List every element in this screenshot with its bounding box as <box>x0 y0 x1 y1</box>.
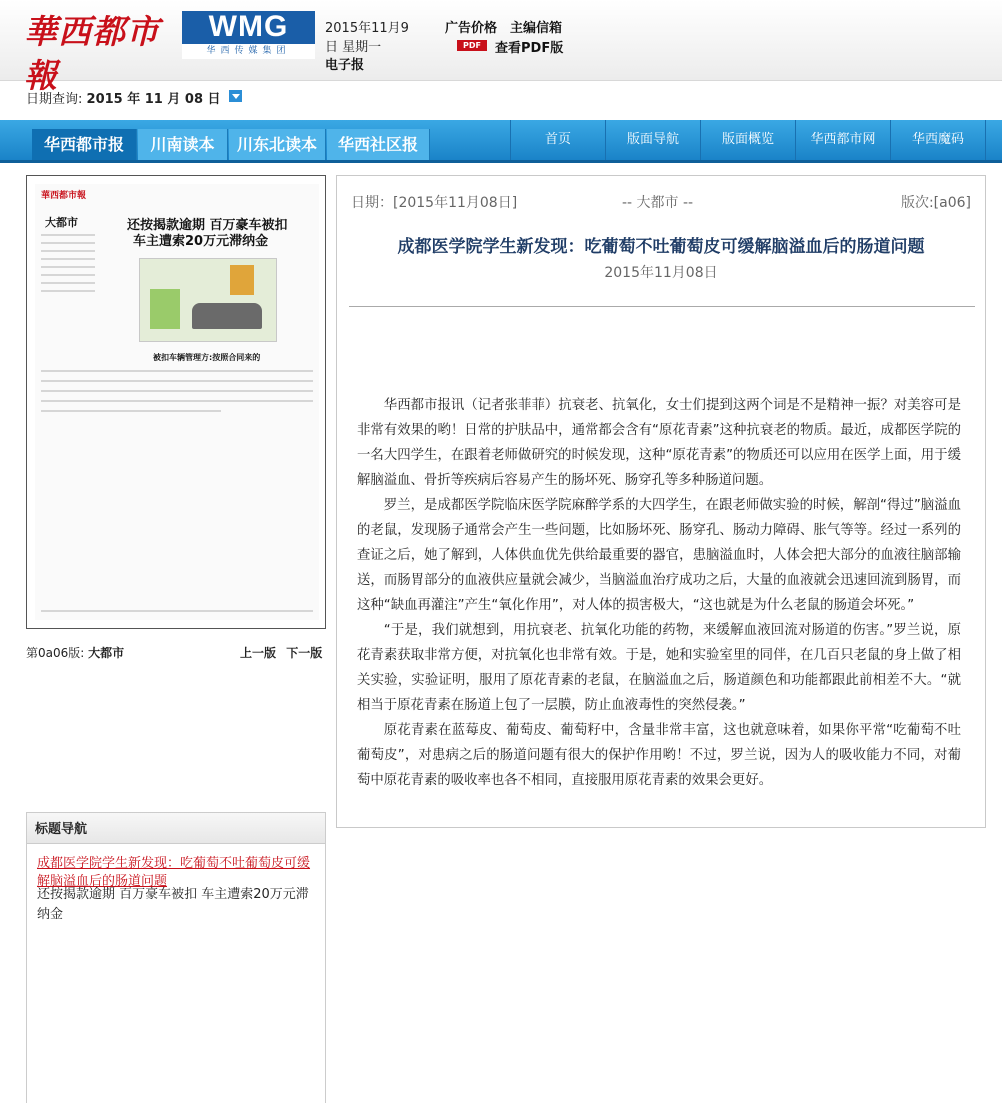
article-paragraph: 罗兰，是成都医学院临床医学院麻醉学系的大四学生，在跟老师做实验的时候，解剖“得过”脑溢血的老鼠，发现肠子通常会产生一些问题，比如肠坏死、肠穿孔、肠动力障碍、胀气等等。经过一系列的查证之后，她了解到，人体供血优先供给最重要的器官，患脑溢血时，人体会把大部分的血液往脑部输送，而肠胃部分的血液供应量就会减少，当脑溢血治疗成功之后，大量的血液就会迅速回流到肠胃，而这种“缺血再灌注”产生“氧化作用”，对人体的损害极大，“这也就是为什么老鼠的肠道会坏死。” <box>357 498 961 613</box>
menu-page-nav[interactable]: 版面导航 <box>605 120 700 160</box>
thumbnail-text-line <box>41 380 313 382</box>
title-nav-item[interactable]: 还按揭款逾期 百万豪车被扣 车主遭索20万元滞纳金 <box>37 887 309 922</box>
article-body <box>357 393 961 793</box>
editor-mailbox-link[interactable]: 主编信箱 <box>510 21 563 36</box>
site-header <box>0 0 1002 95</box>
date-query <box>26 88 242 107</box>
thumbnail-section: 大都市 <box>45 216 78 229</box>
title-nav-header: 标题导航 <box>27 813 325 844</box>
thumbnail-text-line <box>41 290 95 292</box>
title-nav-box <box>26 812 326 1103</box>
article-section-meta: -- 大都市 -- <box>622 195 694 211</box>
ad-price-link[interactable]: 广告价格 <box>445 21 498 36</box>
thumbnail-text-line <box>41 266 95 268</box>
date-query-label: 日期查询: <box>26 92 83 107</box>
pdf-icon: PDF <box>457 40 487 51</box>
tab-community[interactable]: 华西社区报 <box>327 129 430 160</box>
thumbnail-headline-2: 车主遭索20万元滞纳金 <box>133 234 269 249</box>
next-page-link[interactable]: 下一版 <box>286 646 323 660</box>
article-page-meta: 版次:[a06] <box>900 195 971 211</box>
thumbnail-text-line <box>41 370 313 372</box>
calendar-dropdown-icon[interactable] <box>229 90 242 102</box>
page-name: 大都市 <box>88 646 125 660</box>
page-label <box>26 644 124 661</box>
menu-huaxi-web[interactable]: 华西都市网 <box>795 120 890 160</box>
thumbnail-figure <box>230 265 254 295</box>
article-paragraph: 华西都市报讯（记者张菲菲）抗衰老、抗氧化，女士们提到这两个词是不是精神一振？对美容可是非常有效果的哟！日常的护肤品中，通常都会含有“原花青素”这种抗衰老的物质。最近，成都医学院的一名大四学生，在跟着老师做研究的时候发现，这种“原花青素”的物质还可以应用在医学上面，用于缓解脑溢血、骨折等疾病后容易产生的肠坏死、肠穿孔等多种肠道问题。 <box>357 398 961 488</box>
page-number: 第0a06版: <box>26 646 85 660</box>
thumbnail-text-line <box>41 234 95 236</box>
menu-huaxi-moma[interactable]: 华西魔码 <box>890 120 986 160</box>
thumbnail-text-line <box>41 258 95 260</box>
page-thumbnail[interactable] <box>26 175 326 629</box>
article-panel <box>336 175 986 828</box>
article-title: 成都医学院学生新发现：吃葡萄不吐葡萄皮可缓解脑溢血后的肠道问题 <box>397 237 925 257</box>
thumbnail-illustration <box>139 258 277 342</box>
thumbnail-car <box>192 303 262 329</box>
tab-huaxi-dushibao[interactable]: 华西都市报 <box>32 129 137 160</box>
date-query-value[interactable]: 2015 年 11 月 08 日 <box>86 92 221 107</box>
newspaper-logo[interactable]: 華西都市報 <box>24 12 160 95</box>
thumbnail-text-line <box>41 242 95 244</box>
current-date: 2015年11月9 <box>325 21 409 36</box>
article-divider <box>349 306 975 307</box>
thumbnail-page <box>35 184 319 620</box>
wmg-logo-subtitle: 华西传媒集团 <box>182 44 315 59</box>
title-nav-item[interactable]: 成都医学院学生新发现：吃葡萄不吐葡萄皮可缓解脑溢血后的肠道问题 <box>37 856 311 889</box>
wmg-logo-text: WMG <box>208 10 289 43</box>
menu-home[interactable]: 首页 <box>510 120 605 160</box>
thumbnail-text-line <box>41 390 313 392</box>
article-date-meta: 日期：[2015年11月08日] <box>351 195 518 211</box>
tab-chuandongbei[interactable]: 川东北读本 <box>229 129 326 160</box>
prev-page-link[interactable]: 上一版 <box>240 646 277 660</box>
article-paragraph: “于是，我们就想到，用抗衰老、抗氧化功能的药物，来缓解血液回流对肠道的伤害。”罗兰说，原花青素获取非常方便，对抗氧化也非常有效。于是，她和实验室里的同伴，在几百只老鼠的身上做了相关实验，实验证明，服用了原花青素的老鼠，在脑溢血之后，肠道颜色和功能都跟此前相差不大。“就相当于原花青素在肠道上包了一层膜，防止血液毒性的突然侵袭。” <box>357 623 961 713</box>
thumbnail-text-line <box>41 610 313 612</box>
wmg-logo[interactable] <box>182 11 315 59</box>
menu-page-overview[interactable]: 版面概览 <box>700 120 795 160</box>
thumbnail-headline-1: 还按揭款逾期 百万豪车被扣 <box>127 218 288 233</box>
current-weekday: 日 星期一 <box>325 40 382 55</box>
thumbnail-masthead: 華西都市報 <box>41 191 87 201</box>
thumbnail-text-line <box>41 250 95 252</box>
article-date: 2015年11月08日 <box>604 265 718 281</box>
view-pdf-link[interactable]: 查看PDF版 <box>495 41 564 56</box>
main-navbar <box>0 120 1002 163</box>
thumbnail-text-line <box>41 400 313 402</box>
tab-chuannan[interactable]: 川南读本 <box>138 129 228 160</box>
article-paragraph: 原花青素在蓝莓皮、葡萄皮、葡萄籽中，含量非常丰富，这也就意味着，如果你平常“吃葡萄不吐葡萄皮”，对患病之后的肠道问题有很大的保护作用哟！不过，罗兰说，因为人的吸收能力不同，对葡萄中原花青素的吸收率也各不相同，直接服用原花青素的效果会更好。 <box>357 723 961 788</box>
thumbnail-figure <box>150 289 180 329</box>
thumbnail-text-line <box>41 410 221 412</box>
edition-label: 电子报 <box>325 58 365 73</box>
thumbnail-text-line <box>41 274 95 276</box>
thumbnail-caption: 被扣车辆管理方:按照合同来的 <box>153 353 261 362</box>
page-navigation <box>240 644 328 661</box>
thumbnail-text-line <box>41 282 95 284</box>
